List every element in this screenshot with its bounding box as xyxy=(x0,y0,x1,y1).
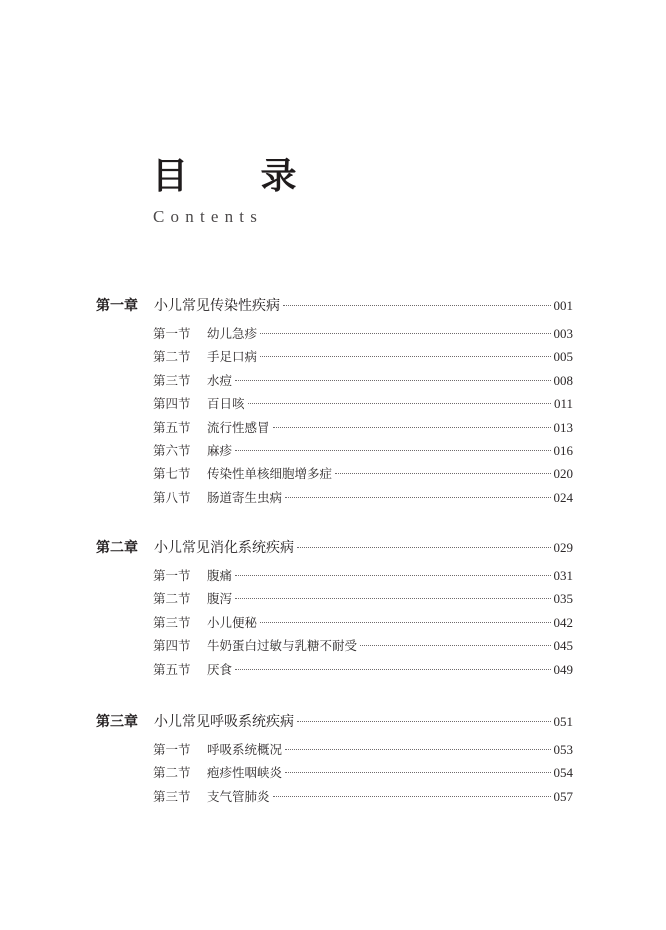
chapter-number: 第二章 xyxy=(96,540,138,556)
page-number: 053 xyxy=(553,742,573,757)
dot-leader xyxy=(248,403,551,404)
section-title: 幼儿急疹 xyxy=(207,326,258,341)
toc-section-row[interactable] xyxy=(153,395,573,413)
page-number: 031 xyxy=(553,568,573,583)
toc-section-row[interactable] xyxy=(153,489,573,507)
chapter-number: 第三章 xyxy=(96,714,138,730)
dot-leader xyxy=(260,333,550,334)
dot-leader xyxy=(235,380,550,381)
toc-section-row[interactable] xyxy=(153,348,573,366)
dot-leader xyxy=(285,749,550,750)
toc-chapter-row[interactable] xyxy=(96,712,573,732)
dot-leader xyxy=(360,645,550,646)
section-title: 小儿便秘 xyxy=(207,615,258,630)
dot-leader xyxy=(335,473,550,474)
section-number: 第三节 xyxy=(153,373,191,388)
page-subtitle: Contents xyxy=(153,207,264,226)
dot-leader xyxy=(297,547,551,548)
section-number: 第五节 xyxy=(153,662,191,677)
page-number: 005 xyxy=(553,349,573,364)
section-number: 第二节 xyxy=(153,591,191,606)
section-number: 第二节 xyxy=(153,349,191,364)
section-title: 麻疹 xyxy=(207,443,233,458)
toc-chapter-row[interactable] xyxy=(96,296,573,316)
section-number: 第四节 xyxy=(153,396,191,411)
page-number: 045 xyxy=(553,638,573,653)
page-number: 042 xyxy=(553,615,573,630)
dot-leader xyxy=(273,796,551,797)
toc-section-row[interactable] xyxy=(153,637,573,655)
section-title: 牛奶蛋白过敏与乳糖不耐受 xyxy=(207,638,358,653)
toc-chapter-row[interactable] xyxy=(96,538,573,558)
dot-leader xyxy=(235,669,550,670)
chapter-title: 小儿常见呼吸系统疾病 xyxy=(154,714,294,730)
page-number: 051 xyxy=(553,714,573,729)
section-title: 流行性感冒 xyxy=(207,420,270,435)
page-number: 013 xyxy=(553,420,573,435)
section-title: 支气管肺炎 xyxy=(207,789,270,804)
page-number: 054 xyxy=(553,765,573,780)
page-number: 049 xyxy=(553,662,573,677)
page-number: 001 xyxy=(553,298,573,313)
dot-leader xyxy=(273,427,551,428)
toc-section-row[interactable] xyxy=(153,764,573,782)
chapter-title: 小儿常见传染性疾病 xyxy=(154,298,280,314)
section-title: 腹泻 xyxy=(207,591,233,606)
toc-section-row[interactable] xyxy=(153,419,573,437)
dot-leader xyxy=(283,305,551,306)
dot-leader xyxy=(285,772,550,773)
page-title: 目 录 xyxy=(152,155,327,197)
section-title: 手足口病 xyxy=(207,349,258,364)
toc-section-row[interactable] xyxy=(153,590,573,608)
section-title: 厌食 xyxy=(207,662,233,677)
section-number: 第一节 xyxy=(153,326,191,341)
toc-section-row[interactable] xyxy=(153,661,573,679)
section-title: 传染性单核细胞增多症 xyxy=(207,466,333,481)
section-title: 水痘 xyxy=(207,373,233,388)
section-title: 肠道寄生虫病 xyxy=(207,490,283,505)
section-title: 腹痛 xyxy=(207,568,233,583)
section-title: 疱疹性咽峡炎 xyxy=(207,765,283,780)
chapter-title: 小儿常见消化系统疾病 xyxy=(154,540,294,556)
dot-leader xyxy=(235,450,550,451)
toc-section-row[interactable] xyxy=(153,372,573,390)
dot-leader xyxy=(235,575,550,576)
dot-leader xyxy=(297,721,551,722)
section-number: 第五节 xyxy=(153,420,191,435)
toc-section-row[interactable] xyxy=(153,325,573,343)
section-number: 第四节 xyxy=(153,638,191,653)
page-number: 011 xyxy=(553,396,573,411)
page-number: 020 xyxy=(553,466,573,481)
section-number: 第六节 xyxy=(153,443,191,458)
page-number: 035 xyxy=(553,591,573,606)
section-number: 第一节 xyxy=(153,568,191,583)
section-number: 第一节 xyxy=(153,742,191,757)
section-number: 第三节 xyxy=(153,615,191,630)
toc-section-row[interactable] xyxy=(153,741,573,759)
page-number: 024 xyxy=(553,490,573,505)
toc-section-row[interactable] xyxy=(153,442,573,460)
section-number: 第三节 xyxy=(153,789,191,804)
page-number: 008 xyxy=(553,373,573,388)
dot-leader xyxy=(260,356,550,357)
section-number: 第七节 xyxy=(153,466,191,481)
dot-leader xyxy=(235,598,550,599)
section-number: 第二节 xyxy=(153,765,191,780)
section-title: 百日咳 xyxy=(207,396,245,411)
toc-section-row[interactable] xyxy=(153,788,573,806)
toc-section-row[interactable] xyxy=(153,465,573,483)
toc-section-row[interactable] xyxy=(153,614,573,632)
page-number: 016 xyxy=(553,443,573,458)
page-number: 003 xyxy=(553,326,573,341)
dot-leader xyxy=(260,622,550,623)
dot-leader xyxy=(285,497,550,498)
toc-section-row[interactable] xyxy=(153,567,573,585)
page-number: 057 xyxy=(553,789,573,804)
section-title: 呼吸系统概况 xyxy=(207,742,283,757)
section-number: 第八节 xyxy=(153,490,191,505)
chapter-number: 第一章 xyxy=(96,298,138,314)
page-number: 029 xyxy=(553,540,573,555)
